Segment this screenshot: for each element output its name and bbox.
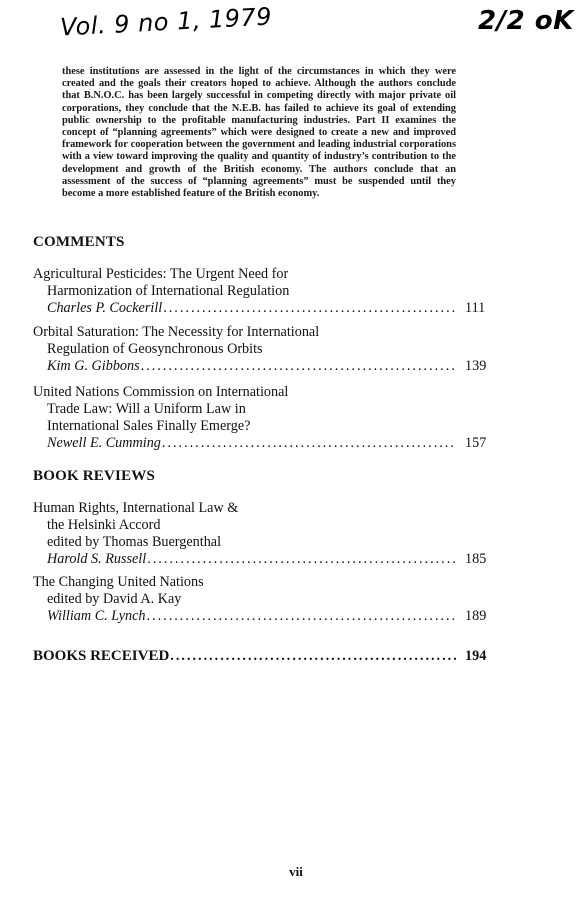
dot-leader [163, 300, 457, 317]
handwritten-volume-note: Vol. 9 no 1, 1979 [59, 2, 273, 42]
entry-author-row [33, 608, 493, 625]
entry-title-line: Orbital Saturation: The Necessity for International [33, 324, 320, 340]
entry-title-line: International Sales Finally Emerge? [47, 418, 251, 434]
toc-entry [33, 384, 493, 452]
toc-entry-books-received [33, 648, 493, 665]
toc-entry [33, 324, 493, 375]
entry-page-number: 157 [465, 435, 487, 451]
toc-entry [33, 266, 493, 317]
dot-leader [162, 435, 457, 452]
dot-leader [141, 358, 457, 375]
handwritten-check-note: 2/2 oK [478, 6, 574, 36]
abstract-paragraph: these institutions are assessed in the light of the circumstances in which they were created and the goals their creators hoped to achieve. Although the authors conclude that B.N.O.C. has been largely successful in competing directly with major private oil corporations, they conclude that the N.E.B. has failed to achieve its goal of extending public ownership to the profitable manufacturing industries. Part II examines the concept of “planning agreements” which were designed to create a new and improved framework for cooperation between the government and leading industrial corporations with a view toward improving the quality and quantity of industry’s contribution to the development and growth of the British economy. The authors conclude that an assessment of the success of “planning agreements” must be suspended until they become a more established feature of the British economy. [62, 66, 456, 200]
toc-entry [33, 574, 493, 625]
entry-author-row [33, 435, 493, 452]
entry-title-line: edited by David A. Kay [47, 591, 182, 607]
entry-author-row [33, 300, 493, 317]
entry-title-line: Agricultural Pesticides: The Urgent Need for [33, 266, 289, 282]
entry-author-row [33, 358, 493, 375]
entry-author: Newell E. Cumming [47, 435, 161, 451]
dot-leader [147, 551, 457, 568]
entry-page-number: 111 [465, 300, 486, 316]
entry-author: Kim G. Gibbons [47, 358, 140, 374]
toc-entry [33, 500, 493, 568]
entry-page-number: 139 [465, 358, 487, 374]
entry-author: William C. Lynch [47, 608, 146, 624]
entry-title-line: Trade Law: Will a Uniform Law in [47, 401, 246, 417]
entry-author: Harold S. Russell [47, 551, 147, 567]
books-received-label: BOOKS RECEIVED [33, 648, 170, 664]
dot-leader [147, 608, 458, 625]
entry-title-line: Human Rights, International Law & [33, 500, 239, 516]
entry-title-line: edited by Thomas Buergenthal [47, 534, 222, 550]
entry-title-line: the Helsinki Accord [47, 517, 161, 533]
entry-title-line: United Nations Commission on International [33, 384, 289, 400]
entry-title-line: The Changing United Nations [33, 574, 204, 590]
entry-page-number: 189 [465, 608, 487, 624]
entry-author-row [33, 648, 493, 665]
entry-title-line: Regulation of Geosynchronous Orbits [47, 341, 263, 357]
page-folio: vii [289, 864, 303, 879]
entry-page-number: 194 [465, 648, 487, 664]
section-heading-comments: COMMENTS [33, 234, 125, 250]
entry-page-number: 185 [465, 551, 487, 567]
entry-author-row [33, 551, 493, 568]
dot-leader [170, 648, 457, 665]
section-heading-book-reviews: BOOK REVIEWS [33, 468, 156, 484]
entry-author: Charles P. Cockerill [47, 300, 163, 316]
entry-title-line: Harmonization of International Regulation [47, 283, 290, 299]
